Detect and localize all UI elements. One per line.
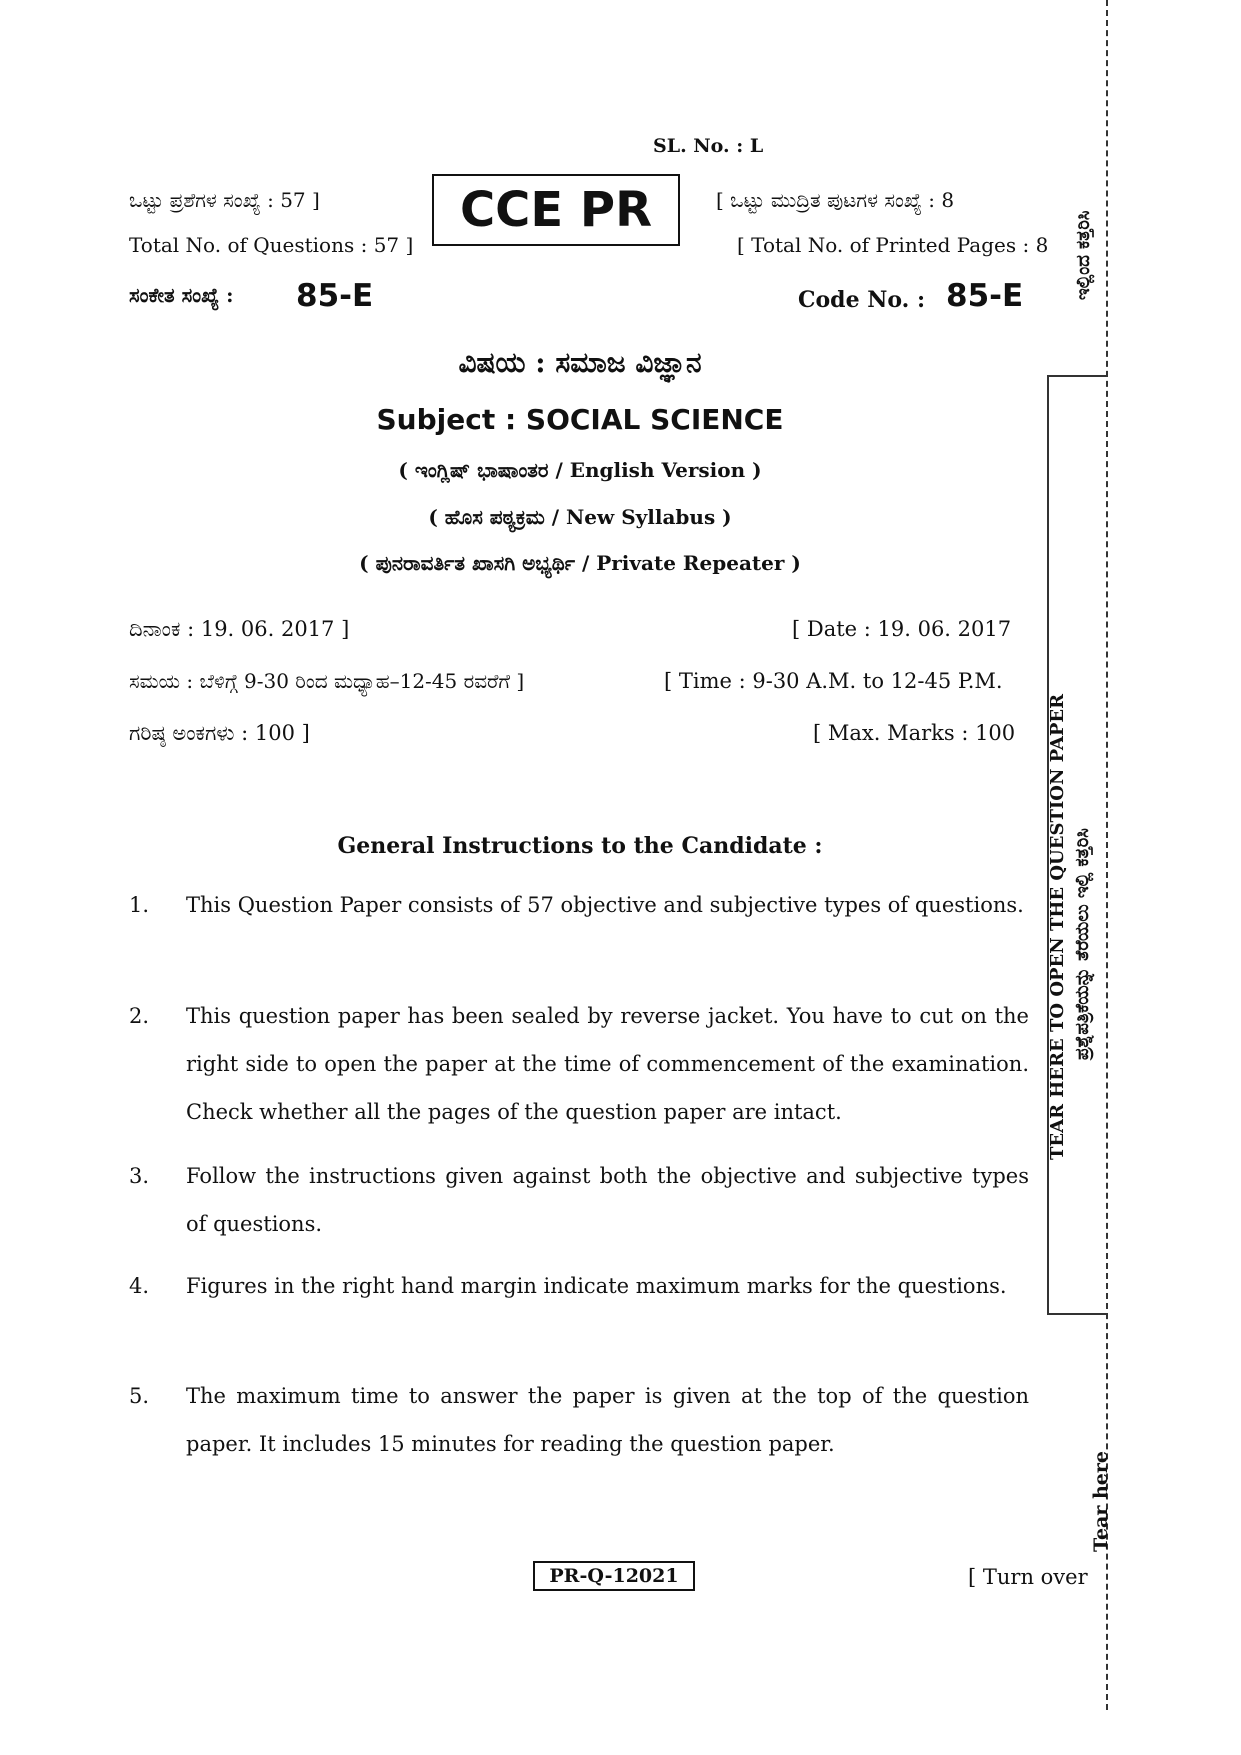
english-date: [ Date : 19. 06. 2017 — [792, 617, 1012, 641]
instruction-text: Figures in the right hand margin indicate maximum marks for the questions. — [186, 1274, 1007, 1298]
instruction-text: This Question Paper consists of 57 objective and subjective types of questions. — [186, 893, 1024, 917]
instruction-number: 3. — [129, 1164, 150, 1188]
instructions-heading: General Instructions to the Candidate : — [337, 833, 823, 859]
english-total-questions: Total No. of Questions : 57 ] — [129, 233, 414, 257]
instruction-number: 4. — [129, 1274, 150, 1298]
syllabus-line: ( ಹೊಸ ಪಠ್ಯಕ್ರಮ / New Syllabus ) — [428, 505, 732, 529]
instruction-text: The maximum time to answer the paper is given at the top of the question paper. It includes 15 minutes for reading the question paper. — [186, 1384, 1029, 1456]
exam-badge — [432, 174, 680, 246]
instruction-number: 5. — [129, 1384, 150, 1408]
kannada-total-pages: [ ಒಟ್ಟು ಮುದ್ರಿತ ಪುಟಗಳ ಸಂಖ್ಯೆ : 8 — [716, 188, 955, 212]
instruction-text: This question paper has been sealed by reverse jacket. You have to cut on the right side to open the paper at the time of commencement of the examination. Check whether all the pages of the question paper are intact. — [186, 1004, 1029, 1124]
kannada-date: ದಿನಾಂಕ : 19. 06. 2017 ] — [129, 617, 350, 641]
english-code-label: Code No. : — [798, 287, 926, 313]
cut-here-kannada: ಇಲ್ಲಿಂದ ಕತ್ತರಿಸಿ — [1073, 210, 1094, 300]
english-code-value: 85-E — [946, 278, 1024, 314]
kannada-time: ಸಮಯ : ಬೆಳಿಗ್ಗೆ 9-30 ರಿಂದ ಮಧ್ಯಾಹ–12-45 ರವರೆಗೆ ] — [129, 669, 525, 693]
tear-here-label: Tear here — [1090, 1451, 1112, 1552]
turn-over-note: [ Turn over — [968, 1565, 1088, 1589]
english-time: [ Time : 9-30 A.M. to 12-45 P.M. — [664, 669, 1003, 693]
candidate-type-line: ( ಪುನರಾವರ್ತಿತ ಖಾಸಗಿ ಅಭ್ಯರ್ಥಿ / Private Repeater ) — [359, 551, 801, 575]
instruction-number: 1. — [129, 893, 150, 917]
paper-code-box: PR-Q-12021 — [533, 1561, 695, 1591]
instruction-number: 2. — [129, 1004, 150, 1028]
english-subject-title: Subject : SOCIAL SCIENCE — [376, 403, 784, 436]
kannada-total-questions: ಒಟ್ಟು ಪ್ರಶೆಗಳ ಸಂಖ್ಯೆ : 57 ] — [129, 188, 320, 212]
english-max-marks: [ Max. Marks : 100 — [813, 721, 1016, 745]
exam-badge-label: CCE PR — [459, 182, 653, 238]
tear-instruction-kannada: ಪ್ರಶ್ನೆಪತ್ರಿಕೆಯನ್ನು ತೆರೆಯಲು ಇಲ್ಲಿ ಕತ್ತರಿಸಿ — [1072, 828, 1093, 1060]
instruction-text: Follow the instructions given against both the objective and subjective types of questions. — [186, 1164, 1029, 1236]
kannada-code-label: ಸಂಕೇತ ಸಂಖ್ಯೆ : — [129, 283, 234, 307]
serial-number: SL. No. : L — [653, 135, 764, 157]
english-total-pages: [ Total No. of Printed Pages : 8 — [737, 233, 1049, 257]
kannada-code-value: 85-E — [296, 278, 374, 314]
version-line: ( ಇಂಗ್ಲಿಷ್ ಭಾಷಾಂತರ / English Version ) — [398, 458, 762, 482]
kannada-max-marks: ಗರಿಷ್ಠ ಅಂಕಗಳು : 100 ] — [129, 721, 310, 745]
kannada-subject-title: ವಿಷಯ : ಸಮಾಜ ವಿಜ್ಞಾನ — [458, 346, 702, 379]
tear-instruction-english: TEAR HERE TO OPEN THE QUESTION PAPER — [1047, 693, 1068, 1160]
